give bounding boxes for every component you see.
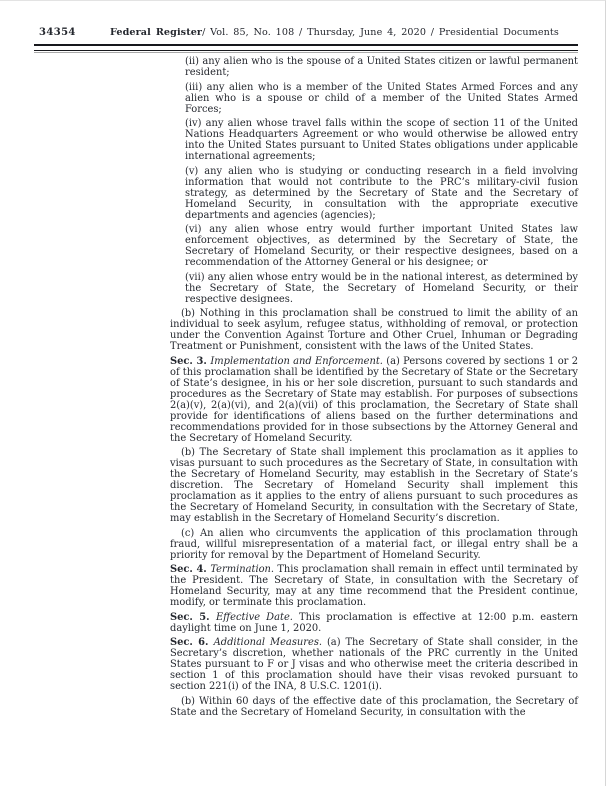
section-number-label: Sec. 6. <box>170 637 214 648</box>
list-item-paragraph: (iv) any alien whose travel falls within the scope of section 11 of the United Nations Headquarters Agreement or who would otherwise be allowed entry into the United States pursuant to United States obligations under applicable international agreements; <box>185 118 578 162</box>
list-item-paragraph: (iii) any alien who is a member of the United States Armed Forces and any alien who is a spouse or child of a member of the United States Armed Forces; <box>185 81 578 115</box>
section-title: Termination. <box>210 564 278 575</box>
section-number-label: Sec. 4. <box>170 564 211 575</box>
header-double-rule <box>34 44 578 51</box>
section-title: Additional Measures. <box>213 637 327 648</box>
header-rule-shadow <box>34 52 578 53</box>
document-body <box>170 56 578 718</box>
section-paragraph: Sec. 4. Termination. This proclamation shall remain in effect until terminated by the President. The Secretary of State, in consultation with the Secretary of Homeland Security, may at any time recommend that the President continue, modify, or terminate this proclamation. <box>170 564 578 608</box>
body-paragraph: (b) Nothing in this proclamation shall be construed to limit the ability of an individual to seek asylum, refugee status, withholding of removal, or protection under the Convention Against Torture and Other Cruel, Inhuman or Degrading Treatment or Punishment, consistent with the laws of the United States. <box>170 308 578 352</box>
page-number: 34354 <box>39 27 76 38</box>
list-item-paragraph: (ii) any alien who is the spouse of a United States citizen or lawful permanent resident; <box>185 56 578 78</box>
issue-info: / Vol. 85, No. 108 / Thursday, June 4, 2020 / Presidential Documents <box>202 27 559 38</box>
list-item-paragraph: (v) any alien who is studying or conducting research in a field involving information that would not contribute to the PRC’s military-civil fusion strategy, as determined by the Secretary of State and the Secretary of Homeland Security, in consultation with the appropriate executive departments and agencies (agencies); <box>185 165 578 221</box>
section-number-label: Sec. 3. <box>170 355 211 367</box>
list-item-paragraph: (vi) any alien whose entry would further important United States law enforcement objectives, as determined by the Secretary of State, the Secretary of Homeland Security, or their respective designees, based on a recommendation of the Attorney General or his designee; or <box>185 224 578 268</box>
section-title: Implementation and Enforcement. <box>210 355 387 367</box>
running-head <box>110 27 559 38</box>
body-paragraph: (c) An alien who circumvents the application of this proclamation through fraud, willful misrepresentation of a material fact, or illegal entry shall be a priority for removal by the Department of Homeland Security. <box>170 527 578 561</box>
body-paragraph: (b) The Secretary of State shall implement this proclamation as it applies to visas pursuant to such procedures as the Secretary of State, in consultation with the Secretary of Homeland Security, may establish in the Secretary of State’s discretion. The Secretary of Homeland Security shall implement this proclamation as it applies to the entry of aliens pursuant to such procedures as the Secretary of Homeland Security, in consultation with the Secretary of State, may establish in the Secretary of Homeland Security’s discretion. <box>170 447 578 524</box>
body-paragraph: (b) Within 60 days of the effective date of this proclamation, the Secretary of State and the Secretary of Homeland Security, in consultation with the <box>170 695 578 718</box>
section-number-label: Sec. 5. <box>170 611 216 623</box>
section-paragraph: Sec. 6. Additional Measures. (a) The Secretary of State shall consider, in the Secretary’s discretion, whether nationals of the PRC currently in the United States pursuant to F or J visas and who otherwise meet the criteria described in section 1 of this proclamation should have their visas revoked pursuant to section 221(i) of the INA, 8 U.S.C. 1201(i). <box>170 637 578 692</box>
publication-name: Federal Register <box>110 27 203 38</box>
section-paragraph: Sec. 3. Implementation and Enforcement. (a) Persons covered by sections 1 or 2 of this proclamation shall be identified by the Secretary of State or the Secretary of State’s designee, in his or her sole discretion, pursuant to such standards and procedures as the Secretary of State may establish. For purposes of subsections 2(a)(v), 2(a)(vi), and 2(a)(vii) of this proclamation, the Secretary of State shall provide for identifications of aliens based on the further determinations and recommendations provided for in those subsections by the Attorney General and the Secretary of Homeland Security. <box>170 355 578 444</box>
section-paragraph: Sec. 5. Effective Date. This proclamation is effective at 12:00 p.m. eastern daylight time on June 1, 2020. <box>170 611 578 634</box>
list-item-paragraph: (vii) any alien whose entry would be in the national interest, as determined by the Secretary of State, the Secretary of Homeland Security, or their respective designees. <box>185 271 578 305</box>
section-title: Effective Date. <box>215 611 300 623</box>
